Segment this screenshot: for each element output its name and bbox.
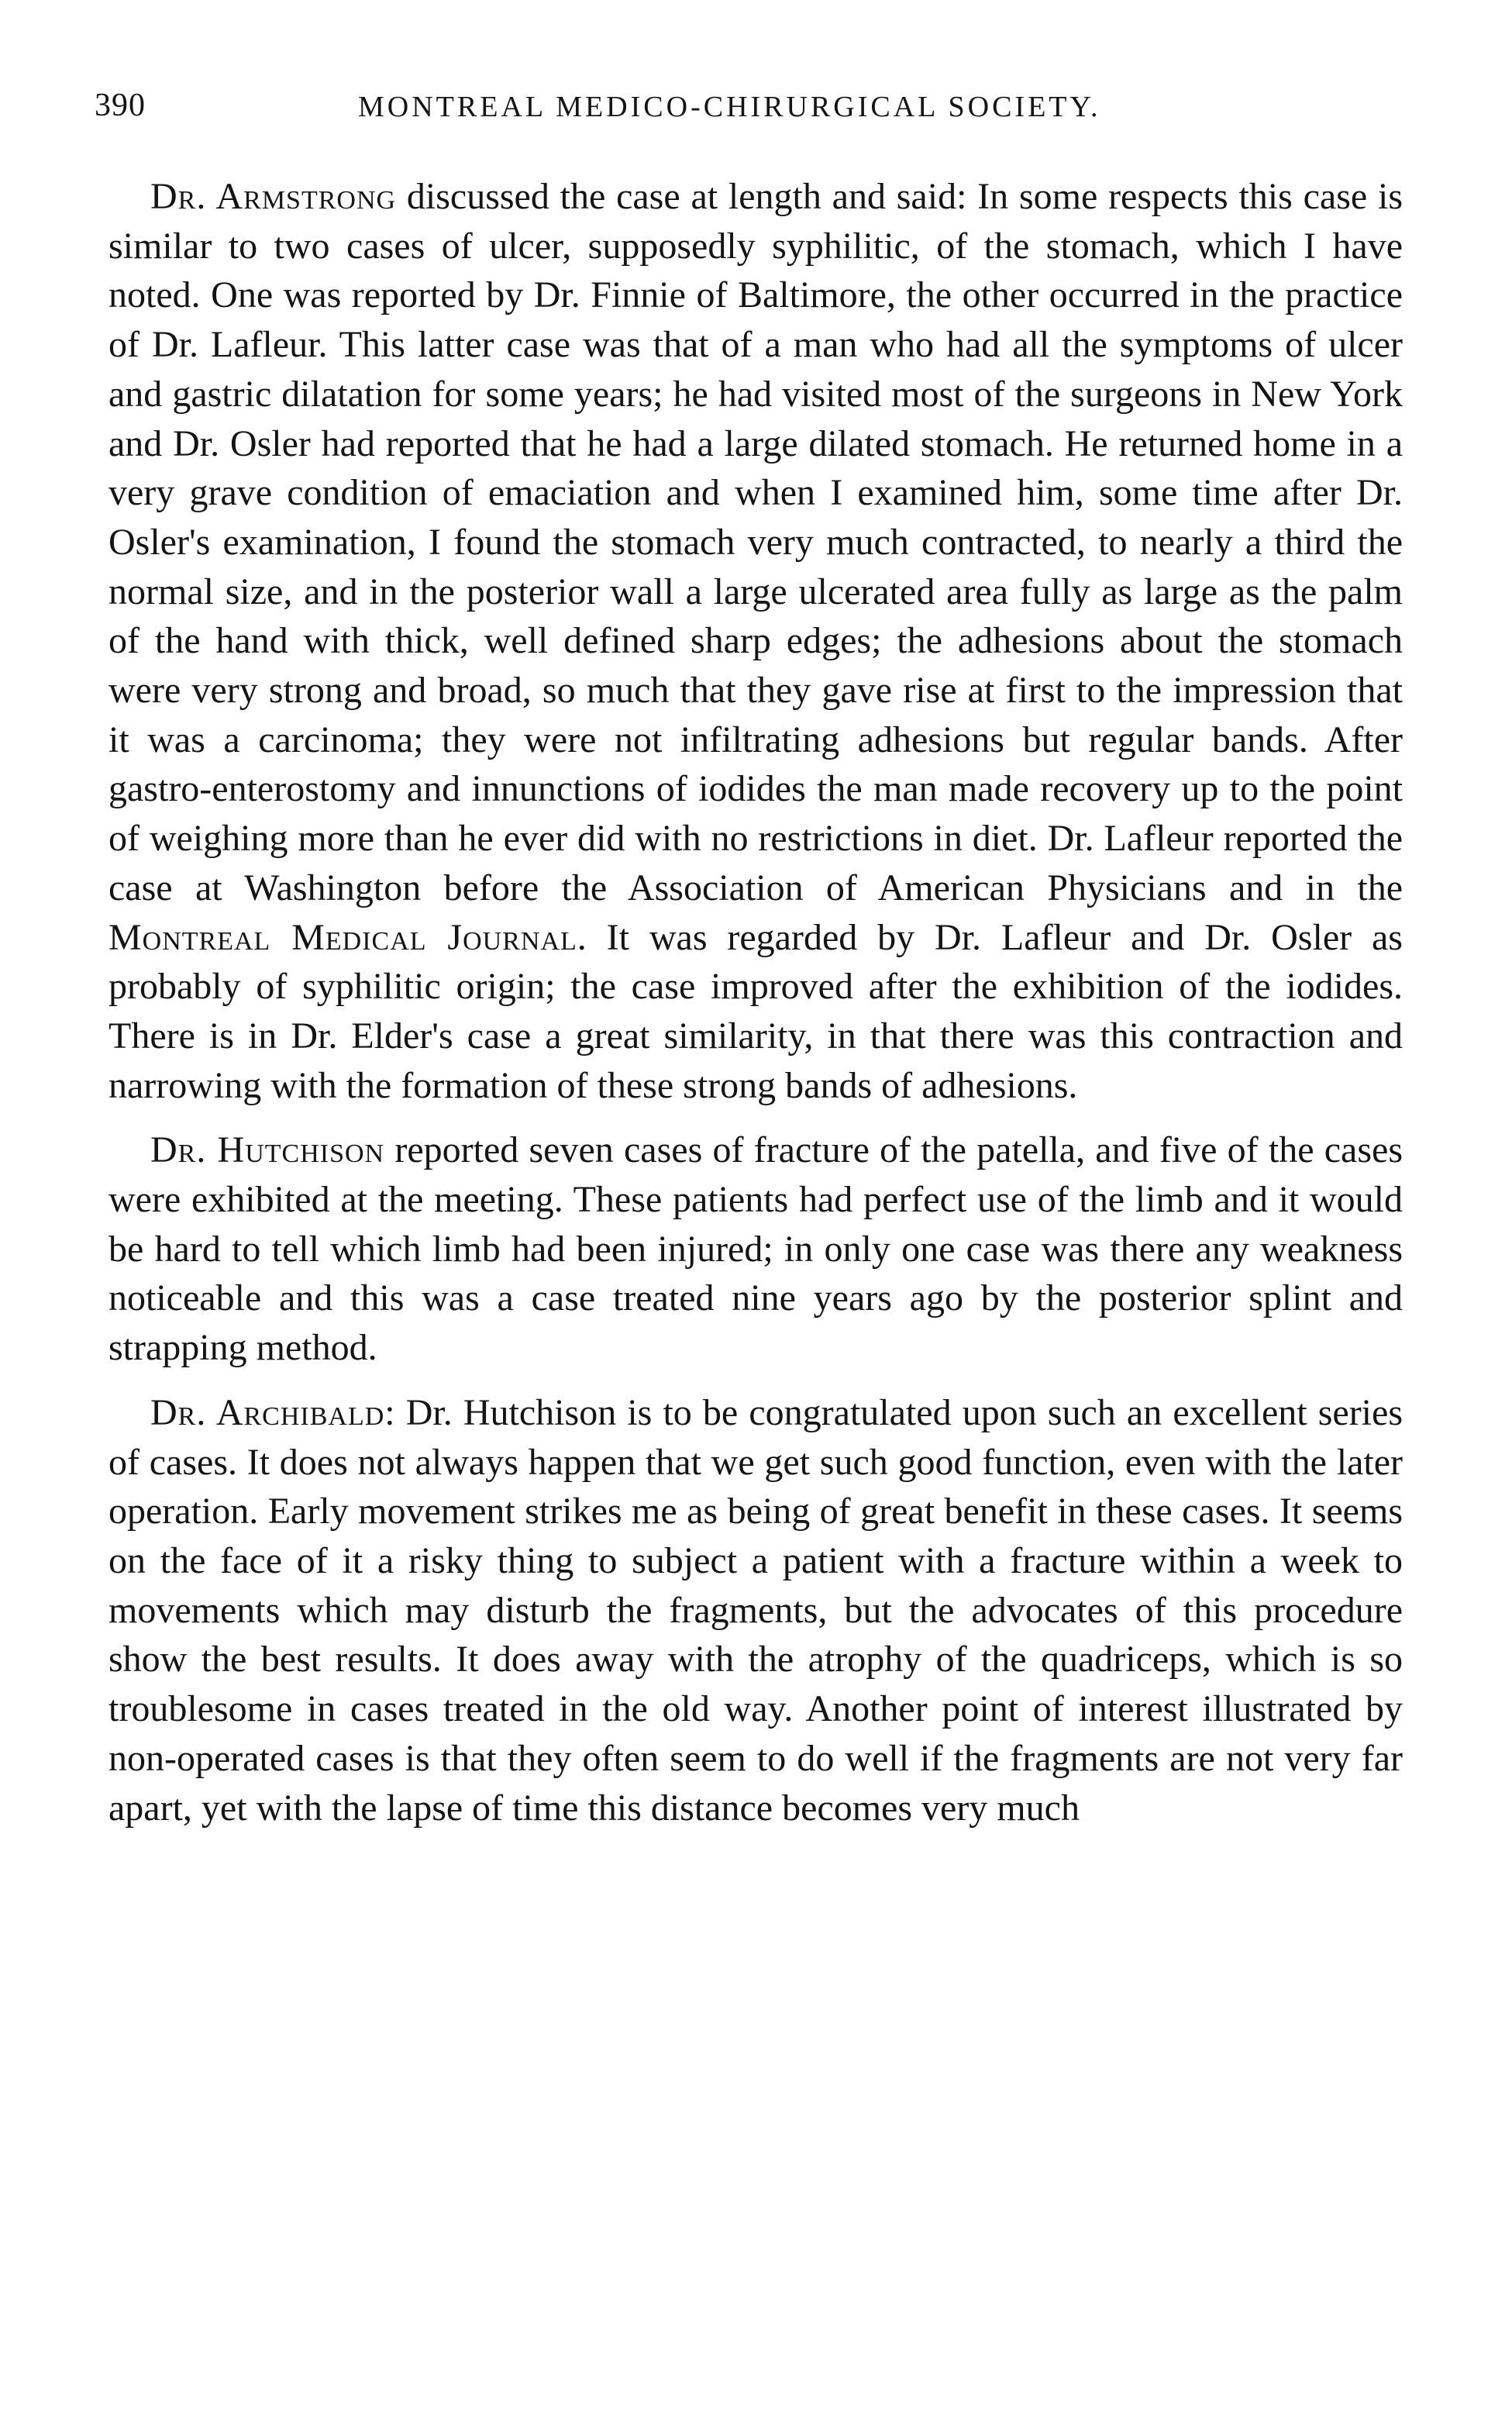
paragraph-text-continued: . It was regarded by Dr. Lafleur and Dr. Osler as probably of syphilitic origin; the case improved after the exhibition of the iodides. There is in Dr. Elder's case a great similarity, in that there was this contraction and narrowing with the formation of these strong bands of adhesions. [108,916,1403,1106]
paragraph-text: : Dr. Hutchison is to be congratulated upon such an excellent series of cases. It does not always happen that we get such good function, even with the later operation. Early movement strikes me as being of great benefit in these cases. It seems on the face of it a risky thing to subject a patient with a fracture within a week to movements which may disturb the fragments, but the advocates of this procedure show the best results. It does away with the atrophy of the quadriceps, which is so troublesome in cases treated in the old way. Another point of interest illustrated by non-operated cases is that they often seem to do well if the fragments are not very far apart, yet with the lapse of time this distance becomes very much [108,1391,1403,1829]
paragraph-text: discussed the case at length and said: In some respects this case is similar to two cases of ulcer, supposedly syphilitic, of the stomach, which I have noted. One was reported by Dr. Finnie of Baltimore, the other occurred in the practice of Dr. Lafleur. This latter case was that of a man who had all the symptoms of ulcer and gastric dilatation for some years; he had visited most of the surgeons in New York and Dr. Osler had reported that he had a large dilated stomach. He returned home in a very grave condition of emaciation and when I examined him, some time after Dr. Osler's examination, I found the stomach very much contracted, to nearly a third the normal size, and in the posterior wall a large ulcerated area fully as large as the palm of the hand with thick, well defined sharp edges; the adhesions about the stomach were very strong and broad, so much that they gave rise at first to the impression that it was a carcinoma; they were not infiltrating adhesions but regular bands. After gastro-enterostomy and innunctions of iodides the man made recovery up to the point of weighing more than he ever did with no restrictions in diet. Dr. Lafleur reported the case at Washington before the Association of American Physicians and in the [108,176,1403,908]
page-number: 390 [95,88,146,123]
paragraph-archibald [108,1388,1403,1832]
paragraph-text: reported seven cases of fracture of the patella, and five of the cases were exhibited at the meeting. These patients had perfect use of the limb and it would be hard to tell which limb had been injured; in only one case was there any weakness noticeable and this was a case treated nine years ago by the posterior splint and strapping method. [108,1129,1403,1369]
speaker-name: Dr. Archibald [150,1391,385,1433]
paragraph-hutchison [108,1125,1403,1373]
speaker-name: Dr. Hutchison [150,1129,385,1171]
body-text [108,172,1403,1832]
speaker-name: Dr. Armstrong [150,176,397,217]
journal-reference: Montreal Medical Journal [108,916,577,958]
paragraph-armstrong [108,172,1403,1110]
running-head [95,87,1412,133]
journal-title: MONTREAL MEDICO-CHIRURGICAL SOCIETY. [358,91,1101,123]
